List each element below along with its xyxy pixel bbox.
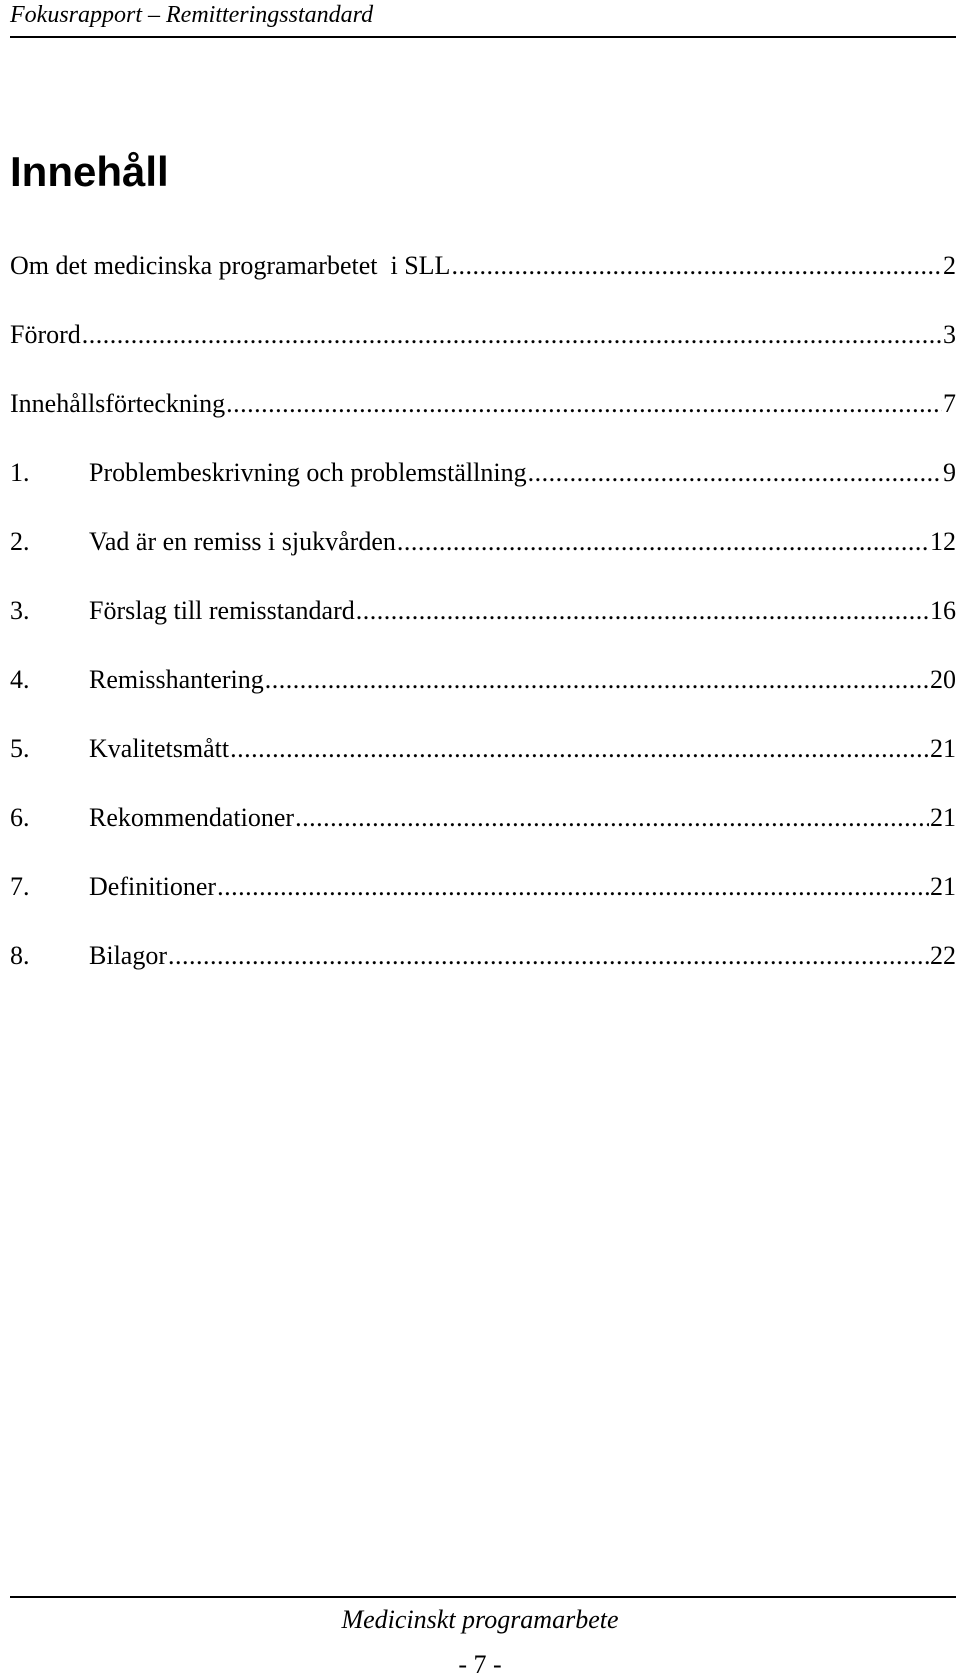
toc-entry-page: 16 xyxy=(930,596,956,625)
toc-entry-number: 5. xyxy=(10,734,30,763)
header-title: Fokusrapport – Remitteringsstandard xyxy=(10,2,374,28)
toc-entry-title: Vad är en remiss i sjukvården xyxy=(89,527,396,556)
toc-entry-number: 1. xyxy=(10,458,30,487)
toc-entry-title: Remisshantering xyxy=(89,665,264,694)
toc-entry[interactable] xyxy=(10,526,956,595)
toc-leader-dots xyxy=(168,940,929,972)
toc-leader-dots xyxy=(397,526,929,558)
toc-entry-page: 22 xyxy=(930,941,956,970)
toc-entry[interactable] xyxy=(10,457,956,526)
toc-entry-number: 2. xyxy=(10,527,30,556)
toc-leader-dots xyxy=(528,457,942,489)
toc-entry-title: Problembeskrivning och problemställning xyxy=(89,458,527,487)
toc-entry-page: 21 xyxy=(930,872,956,901)
toc-entry-title: Förslag till remisstandard xyxy=(89,596,355,625)
toc-entry-title: Kvalitetsmått xyxy=(89,734,230,763)
toc-entry-title: Bilagor xyxy=(89,941,167,970)
toc-entry-title: Innehållsförteckning xyxy=(10,389,226,418)
toc-entry-page: 9 xyxy=(943,458,956,487)
toc-entry[interactable] xyxy=(10,733,956,802)
page-number: - 7 - xyxy=(458,1650,502,1679)
toc-entry-number: 7. xyxy=(10,872,30,901)
footer-title: Medicinskt programarbete xyxy=(341,1605,619,1634)
toc-entry-page: 21 xyxy=(930,734,956,763)
toc-entry-page: 2 xyxy=(943,251,956,280)
toc-entry-page: 7 xyxy=(943,389,956,418)
toc-entry[interactable] xyxy=(10,250,956,319)
page-title: Innehåll xyxy=(10,148,169,195)
toc-entry-title: Om det medicinska programarbetet i SLL xyxy=(10,251,451,280)
table-of-contents xyxy=(10,250,956,1009)
toc-leader-dots xyxy=(356,595,929,627)
toc-leader-dots xyxy=(82,319,942,351)
toc-entry[interactable] xyxy=(10,388,956,457)
toc-leader-dots xyxy=(226,388,942,420)
toc-entry-number: 6. xyxy=(10,803,30,832)
toc-leader-dots xyxy=(265,664,929,696)
page-header xyxy=(10,0,956,38)
toc-entry-page: 20 xyxy=(930,665,956,694)
toc-entry-title: Definitioner xyxy=(89,872,217,901)
toc-entry-number: 4. xyxy=(10,665,30,694)
toc-entry[interactable] xyxy=(10,595,956,664)
toc-entry[interactable] xyxy=(10,319,956,388)
toc-entry-title: Rekommendationer xyxy=(89,803,295,832)
toc-leader-dots xyxy=(295,802,929,834)
toc-leader-dots xyxy=(451,250,942,282)
toc-entry[interactable] xyxy=(10,940,956,1009)
toc-entry-page: 12 xyxy=(930,527,956,556)
toc-entry-page: 3 xyxy=(943,320,956,349)
footer-divider xyxy=(10,1596,956,1598)
toc-entry[interactable] xyxy=(10,871,956,940)
toc-leader-dots xyxy=(230,733,929,765)
toc-leader-dots xyxy=(217,871,929,903)
toc-entry[interactable] xyxy=(10,664,956,733)
toc-entry[interactable] xyxy=(10,802,956,871)
toc-entry-number: 8. xyxy=(10,941,30,970)
toc-entry-page: 21 xyxy=(930,803,956,832)
toc-entry-title: Förord xyxy=(10,320,81,349)
toc-entry-number: 3. xyxy=(10,596,30,625)
